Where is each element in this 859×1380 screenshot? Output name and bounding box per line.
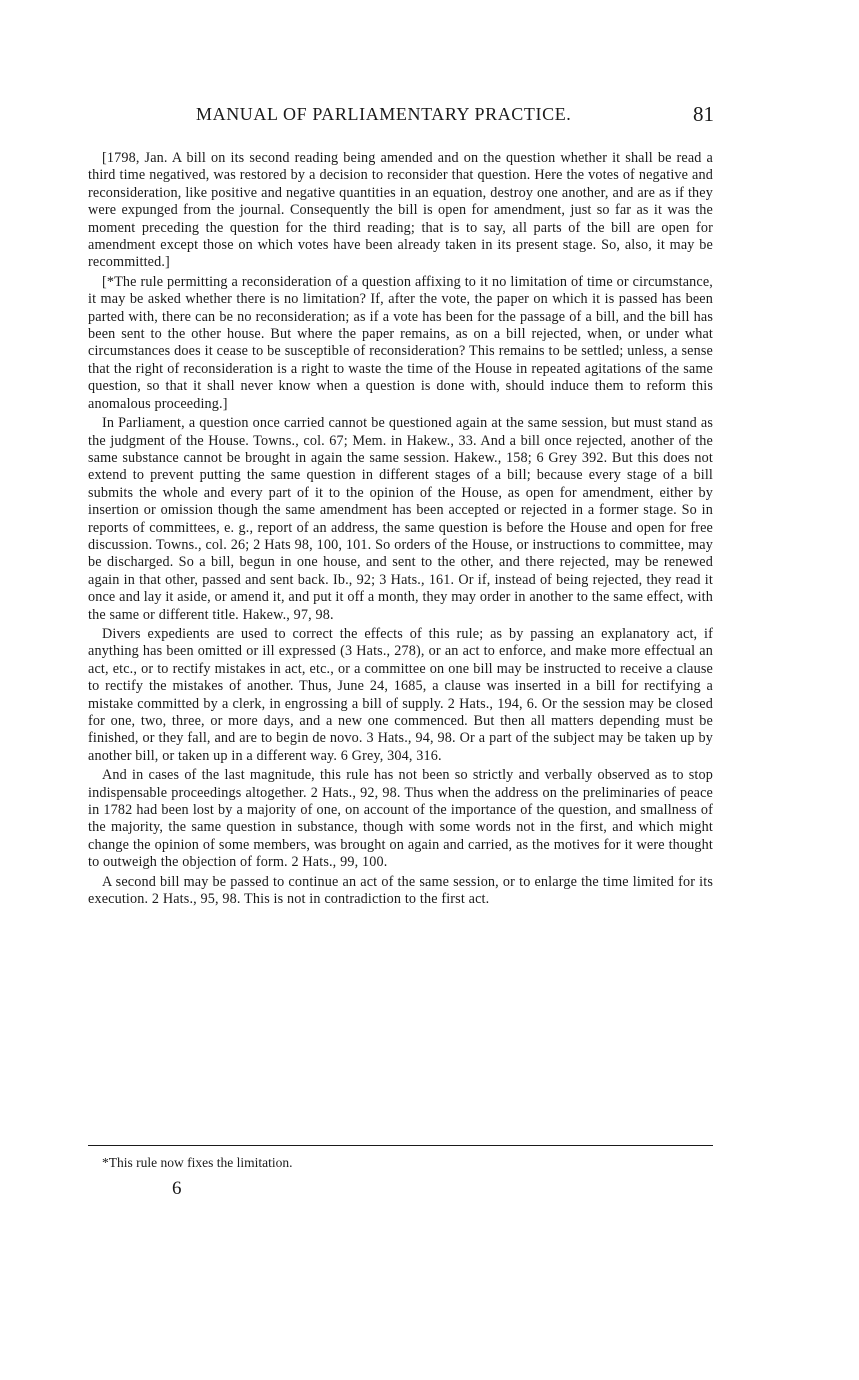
page-title: MANUAL OF PARLIAMENTARY PRACTICE. [196,104,572,124]
paragraph-3: In Parliament, a question once carried cannot be questioned again at the same session, but must stand as the judgment of the House. Towns., col. 67; Mem. in Hakew., 33. And a bill once rejected, another of the same substance cannot be brought in again the same session. Hakew., 158; 6 Grey 392. But this does not extend to prevent putting the same question in different stages of a bill; because every stage of a bill submits the whole and every part of it to the opinion of the House, as open for amendment, either by insertion or omission though the same amendment has been accepted or rejected in a former stage. So in reports of committees, e. g., report of an address, the same question is before the House and open for free discussion. Towns., col. 26; 2 Hats 98, 100, 101. So orders of the House, or instructions to committee, may be discharged. So a bill, begun in one house, and sent to the other, and there rejected, may be renewed again in that other, passed and sent back. Ib., 92; 3 Hats., 161. Or if, instead of being rejected, they read it once and lay it aside, or amend it, and put it off a month, they may order in another to the same effect, with the same or different title. Hakew., 97, 98. [88,415,713,623]
paragraph-4: Divers expedients are used to correct the effects of this rule; as by passing an explanatory act, if anything has been omitted or ill expressed (3 Hats., 278), or an act to enforce, and make more effectual an act, etc., or to rectify mistakes in act, etc., or a committee on one bill may be instructed to receive a clause to rectify the mistakes of another. Thus, June 24, 1685, a clause was inserted in a bill for rectifying a mistake committed by a clerk, in engrossing a bill of supply. 2 Hats., 194, 6. Or the session may be closed for one, two, three, or more days, and a new one commenced. But then all matters depending must be finished, or they fall, and are to begin de novo. 3 Hats., 94, 98. Or a part of the subject may be taken up by another bill, or taken up in a different way. 6 Grey, 304, 316. [88,625,713,764]
running-head [88,104,714,132]
paragraph-2: [*The rule permitting a reconsideration of a question affixing to it no limitation of time or circumstance, it may be asked whether there is no limitation? If, after the vote, the paper on which it is passed has been parted with, there can be no reconsideration; as if a vote has been for the passage of a bill, and the bill has been sent to the other house. But where the paper remains, as on a bill rejected, when, or under what circumstances does it cease to be susceptible of reconsideration? This remains to be settled; unless, a sense that the right of reconsideration is a right to waste the time of the House in repeated agitations of the same question, so that it shall never know when a question is done with, should induce them to reform this anomalous proceeding.] [88,273,713,412]
footnote: *This rule now fixes the limitation. [102,1155,293,1170]
paragraph-5: And in cases of the last magnitude, this rule has not been so strictly and verbally observed as to stop indispensable proceedings altogether. 2 Hats., 92, 98. Thus when the address on the preliminaries of peace in 1782 had been lost by a majority of one, on account of the importance of the question, and smallness of the majority, the same question in substance, though with some words not in the first, and which might change the opinion of some members, was brought on again and carried, as the motives for it were thought to outweigh the objection of form. 2 Hats., 99, 100. [88,767,713,871]
body-text [88,150,713,910]
footnote-divider [88,1145,713,1146]
paragraph-1: [1798, Jan. A bill on its second reading being amended and on the question whether it shall be read a third time negatived, was restored by a decision to reconsider that question. Here the votes of negative and reconsideration, like positive and negative quantities in an equation, destroy one another, and are as if they were expunged from the journal. Consequently the bill is open for amendment, just so far as it was the moment preceding the question for the third reading; that is to say, all parts of the bill are open for amendment except those on which votes have been already taken in its present stage. So, also, it may be recommitted.] [88,150,713,271]
signature-mark: 6 [172,1178,182,1199]
paragraph-6: A second bill may be passed to continue an act of the same session, or to enlarge the time limited for its execution. 2 Hats., 95, 98. This is not in contradiction to the first act. [88,873,713,908]
page-number: 81 [693,102,714,126]
